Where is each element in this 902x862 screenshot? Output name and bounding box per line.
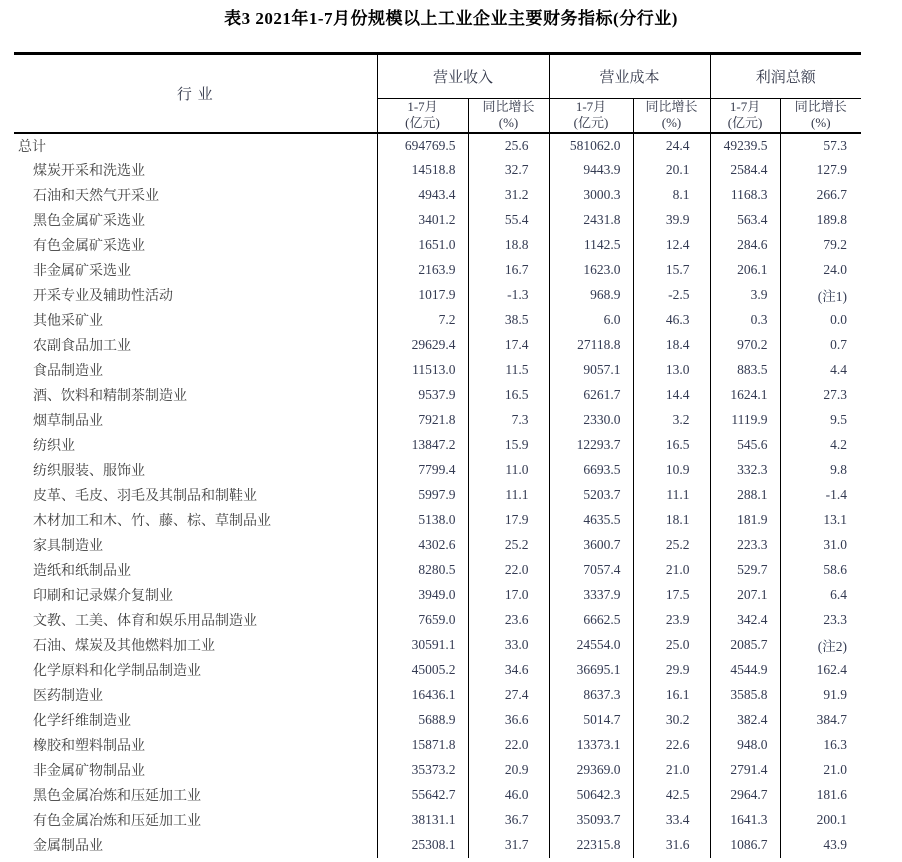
group-header-revenue: 营业收入 [377,54,549,99]
value-cell: 14.4 [633,383,710,408]
value-cell: 33.4 [633,808,710,833]
value-cell: 1086.7 [710,833,780,858]
value-cell: 3.2 [633,408,710,433]
industry-name: 总计 [14,133,377,158]
table-row [14,558,861,583]
value-cell: 127.9 [816,162,848,177]
industry-name: 石油和天然气开采业 [14,183,377,208]
value-cell: 14518.8 [377,158,468,183]
value-cell: 38.5 [468,308,549,333]
value-cell: 206.1 [710,258,780,283]
value-cell: 9443.9 [549,158,633,183]
value-cell: 9.5 [830,412,848,427]
value-cell: 2330.0 [549,408,633,433]
revenue-growth-header [468,99,549,133]
value-cell: 7057.4 [549,558,633,583]
value-cell: 12293.7 [549,433,633,458]
value-cell: 11.1 [633,483,710,508]
value-cell: 17.4 [468,333,549,358]
value-cell: 27118.8 [549,333,633,358]
value-cell: 29629.4 [377,333,468,358]
value-cell: 970.2 [710,333,780,358]
value-cell: 7921.8 [377,408,468,433]
value-cell: 18.4 [633,333,710,358]
sub-header-line: (亿元) [405,115,440,131]
value-cell: 1119.9 [710,408,780,433]
value-cell: 0.7 [830,337,848,352]
value-cell: 11.1 [468,483,549,508]
value-cell: 25308.1 [377,833,468,858]
table-row [14,633,861,658]
industry-name: 木材加工和木、竹、藤、棕、草制品业 [14,508,377,533]
table-row [14,483,861,508]
value-cell: 31.7 [468,833,549,858]
sub-header-line: 同比增长 [482,99,535,115]
revenue-value-header [377,99,468,133]
value-cell: 24.0 [823,262,848,277]
value-cell: 10.9 [633,458,710,483]
value-cell: 50642.3 [549,783,633,808]
value-cell: 3337.9 [549,583,633,608]
value-cell: 1142.5 [549,233,633,258]
value-cell: 32.7 [468,158,549,183]
industry-name: 化学原料和化学制品制造业 [14,658,377,683]
value-cell: 79.2 [823,237,848,252]
value-cell: 16.5 [633,433,710,458]
industry-name: 有色金属矿采选业 [14,233,377,258]
value-cell: 7659.0 [377,608,468,633]
industry-name: 石油、煤炭及其他燃料加工业 [14,633,377,658]
table-row [14,258,861,283]
value-cell: 31.6 [633,833,710,858]
sub-header-line: (%) [811,115,831,131]
value-cell: 38131.1 [377,808,468,833]
table-row [14,533,861,558]
value-cell: 384.7 [816,712,848,727]
value-cell: 4302.6 [377,533,468,558]
profit-value-header [710,99,780,133]
table-body [14,133,861,858]
value-cell: 24.4 [633,133,710,158]
table-row [14,183,861,208]
table-row [14,208,861,233]
industry-name: 烟草制品业 [14,408,377,433]
value-cell: 332.3 [710,458,780,483]
value-cell: 8280.5 [377,558,468,583]
industry-name: 文教、工美、体育和娱乐用品制造业 [14,608,377,633]
value-cell: 17.9 [468,508,549,533]
value-cell: 23.3 [823,612,848,627]
value-cell: 1651.0 [377,233,468,258]
value-cell: 11513.0 [377,358,468,383]
value-cell: 6.0 [549,308,633,333]
value-cell: 16.1 [633,683,710,708]
table-row [14,583,861,608]
value-cell: 883.5 [710,358,780,383]
industry-name: 开采专业及辅助性活动 [14,283,377,308]
value-cell: 11.5 [468,358,549,383]
table-row [14,733,861,758]
value-cell: 7.3 [468,408,549,433]
table-row [14,508,861,533]
value-cell: 36695.1 [549,658,633,683]
value-cell: (注2) [817,639,848,654]
table-container [14,52,861,858]
value-cell: 968.9 [549,283,633,308]
value-cell: 16.3 [823,737,848,752]
value-cell: 39.9 [633,208,710,233]
industry-name: 黑色金属矿采选业 [14,208,377,233]
value-cell: 16436.1 [377,683,468,708]
value-cell: 36.7 [468,808,549,833]
value-cell: 22.0 [468,733,549,758]
value-cell: 25.6 [468,133,549,158]
value-cell: 181.6 [816,787,848,802]
value-cell: 6.4 [830,587,848,602]
industry-name: 化学纤维制造业 [14,708,377,733]
group-header-row [14,54,861,99]
table-row [14,758,861,783]
value-cell: 7.2 [377,308,468,333]
industry-name: 家具制造业 [14,533,377,558]
value-cell: 17.0 [468,583,549,608]
profit-growth-header [780,99,861,133]
value-cell: 15871.8 [377,733,468,758]
value-cell: 27.4 [468,683,549,708]
table-row [14,808,861,833]
value-cell: -1.4 [825,487,848,502]
value-cell: 18.1 [633,508,710,533]
table-header [14,54,861,133]
value-cell: 55.4 [468,208,549,233]
table-row [14,308,861,333]
value-cell: 29369.0 [549,758,633,783]
group-header-profit: 利润总额 [710,54,861,99]
value-cell: 4544.9 [710,658,780,683]
value-cell: 33.0 [468,633,549,658]
value-cell: 23.9 [633,608,710,633]
value-cell: 9057.1 [549,358,633,383]
value-cell: 13373.1 [549,733,633,758]
value-cell: 948.0 [710,733,780,758]
value-cell: 5997.9 [377,483,468,508]
industry-name: 黑色金属冶炼和压延加工业 [14,783,377,808]
sub-header-line: 同比增长 [645,99,698,115]
industry-name: 有色金属冶炼和压延加工业 [14,808,377,833]
value-cell: 21.0 [633,558,710,583]
value-cell: 22.0 [468,558,549,583]
industry-name: 金属制品业 [14,833,377,858]
value-cell: 30591.1 [377,633,468,658]
value-cell: 12.4 [633,233,710,258]
financial-indicators-table [14,52,861,858]
value-cell: 8637.3 [549,683,633,708]
sub-header-line: 同比增长 [794,99,847,115]
value-cell: 1017.9 [377,283,468,308]
value-cell: 46.0 [468,783,549,808]
value-cell: 21.0 [823,762,848,777]
value-cell: 36.6 [468,708,549,733]
value-cell: 27.3 [823,387,848,402]
table-row [14,458,861,483]
value-cell: 1168.3 [710,183,780,208]
value-cell: 2431.8 [549,208,633,233]
value-cell: 31.0 [823,537,848,552]
value-cell: 20.9 [468,758,549,783]
table-row [14,683,861,708]
value-cell: 5688.9 [377,708,468,733]
table-row [14,158,861,183]
value-cell: 4943.4 [377,183,468,208]
value-cell: 45005.2 [377,658,468,683]
value-cell: 35373.2 [377,758,468,783]
value-cell: 24554.0 [549,633,633,658]
value-cell: 3000.3 [549,183,633,208]
value-cell: 42.5 [633,783,710,808]
value-cell: -1.3 [468,283,549,308]
sub-header-line: (%) [661,115,682,131]
value-cell: 3600.7 [549,533,633,558]
value-cell: 2791.4 [710,758,780,783]
value-cell: 3949.0 [377,583,468,608]
table-row [14,383,861,408]
industry-name: 其他采矿业 [14,308,377,333]
industry-name: 农副食品加工业 [14,333,377,358]
value-cell: 266.7 [816,187,848,202]
value-cell: 49239.5 [710,133,780,158]
industry-name: 纺织业 [14,433,377,458]
industry-column-header: 行 业 [14,54,377,133]
industry-name: 非金属矿物制品业 [14,758,377,783]
value-cell: 342.4 [710,608,780,633]
value-cell: 43.9 [823,837,848,852]
value-cell: 4.4 [830,362,848,377]
industry-name: 纺织服装、服饰业 [14,458,377,483]
value-cell: 22315.8 [549,833,633,858]
table-row [14,233,861,258]
value-cell: 21.0 [633,758,710,783]
value-cell: 181.9 [710,508,780,533]
value-cell: 8.1 [633,183,710,208]
value-cell: 23.6 [468,608,549,633]
value-cell: 4635.5 [549,508,633,533]
value-cell: 46.3 [633,308,710,333]
value-cell: 529.7 [710,558,780,583]
table-row [14,408,861,433]
value-cell: 2163.9 [377,258,468,283]
value-cell: 91.9 [823,687,848,702]
value-cell: 29.9 [633,658,710,683]
value-cell: 25.2 [633,533,710,558]
industry-name: 造纸和纸制品业 [14,558,377,583]
value-cell: 13.0 [633,358,710,383]
value-cell: 189.8 [816,212,848,227]
value-cell: 0.0 [830,312,848,327]
value-cell: 15.7 [633,258,710,283]
table-row [14,708,861,733]
value-cell: 6261.7 [549,383,633,408]
value-cell: 9537.9 [377,383,468,408]
industry-name: 橡胶和塑料制品业 [14,733,377,758]
table-row [14,833,861,858]
industry-name: 医药制造业 [14,683,377,708]
group-header-cost: 营业成本 [549,54,710,99]
value-cell: 25.2 [468,533,549,558]
table-row [14,133,861,158]
sub-header-line: 1-7月 [575,99,607,115]
value-cell: 2085.7 [710,633,780,658]
value-cell: 5014.7 [549,708,633,733]
value-cell: 20.1 [633,158,710,183]
value-cell: 545.6 [710,433,780,458]
value-cell: 15.9 [468,433,549,458]
industry-name: 酒、饮料和精制茶制造业 [14,383,377,408]
value-cell: 31.2 [468,183,549,208]
value-cell: 7799.4 [377,458,468,483]
value-cell: 3401.2 [377,208,468,233]
value-cell: 16.5 [468,383,549,408]
value-cell: 694769.5 [377,133,468,158]
industry-name: 食品制造业 [14,358,377,383]
value-cell: 2964.7 [710,783,780,808]
value-cell: 55642.7 [377,783,468,808]
value-cell: (注1) [817,289,848,304]
value-cell: 0.3 [710,308,780,333]
value-cell: 223.3 [710,533,780,558]
value-cell: 6693.5 [549,458,633,483]
value-cell: 57.3 [823,137,848,153]
value-cell: 563.4 [710,208,780,233]
value-cell: 16.7 [468,258,549,283]
value-cell: 3.9 [710,283,780,308]
value-cell: 30.2 [633,708,710,733]
cost-value-header [549,99,633,133]
value-cell: 1624.1 [710,383,780,408]
table-row [14,433,861,458]
table-row [14,608,861,633]
table-row [14,283,861,308]
value-cell: -2.5 [633,283,710,308]
value-cell: 13847.2 [377,433,468,458]
industry-name: 煤炭开采和洗选业 [14,158,377,183]
value-cell: 4.2 [830,437,848,452]
sub-header-line: (亿元) [573,115,609,131]
industry-name: 皮革、毛皮、羽毛及其制品和制鞋业 [14,483,377,508]
value-cell: 5138.0 [377,508,468,533]
value-cell: 22.6 [633,733,710,758]
value-cell: 35093.7 [549,808,633,833]
sub-header-line: 1-7月 [407,99,438,115]
value-cell: 18.8 [468,233,549,258]
table-row [14,358,861,383]
value-cell: 581062.0 [549,133,633,158]
value-cell: 284.6 [710,233,780,258]
value-cell: 34.6 [468,658,549,683]
sub-header-line: (亿元) [727,115,763,131]
table-row [14,658,861,683]
sub-header-line: (%) [498,115,519,131]
sub-header-line: 1-7月 [729,99,761,115]
value-cell: 2584.4 [710,158,780,183]
value-cell: 1641.3 [710,808,780,833]
value-cell: 11.0 [468,458,549,483]
industry-name: 非金属矿采选业 [14,258,377,283]
value-cell: 3585.8 [710,683,780,708]
value-cell: 382.4 [710,708,780,733]
value-cell: 6662.5 [549,608,633,633]
value-cell: 5203.7 [549,483,633,508]
value-cell: 25.0 [633,633,710,658]
value-cell: 207.1 [710,583,780,608]
value-cell: 17.5 [633,583,710,608]
value-cell: 58.6 [823,562,848,577]
value-cell: 200.1 [816,812,848,827]
cost-growth-header [633,99,710,133]
value-cell: 9.8 [830,462,848,477]
value-cell: 1623.0 [549,258,633,283]
industry-name: 印刷和记录媒介复制业 [14,583,377,608]
table-row [14,783,861,808]
value-cell: 162.4 [816,662,848,677]
value-cell: 13.1 [823,512,848,527]
value-cell: 288.1 [710,483,780,508]
table-row [14,333,861,358]
page-title: 表3 2021年1-7月份规模以上工业企业主要财务指标(分行业) [224,9,678,28]
